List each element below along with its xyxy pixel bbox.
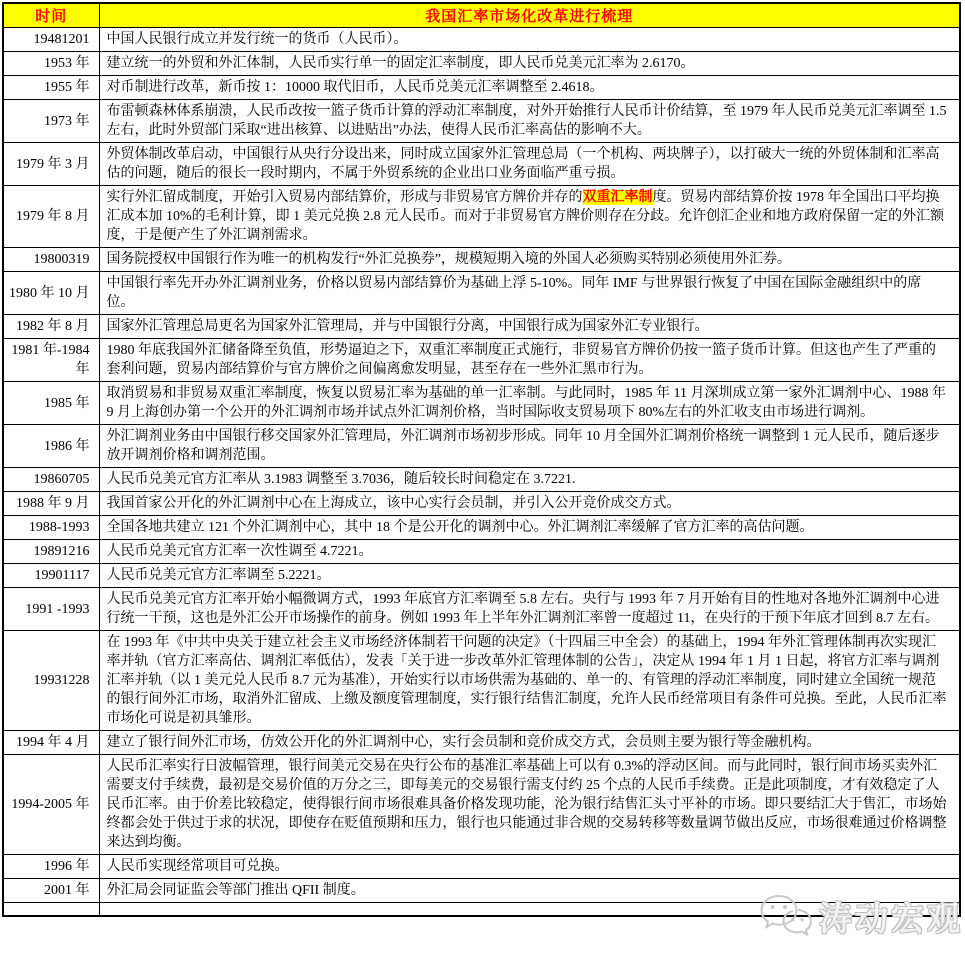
row-time: 1982 年 8 月	[3, 315, 99, 339]
content-text: 在 1993 年《中共中央关于建立社会主义市场经济体制若干问题的决定》（十四届三中全会）的基础上，1994 年外汇管理体制再次实现汇率并轨（官方汇率高估、调剂汇率低估），发表「关于进一步改革外汇管理体制的公告」，决定从 1994 年 1 月 1 日起，将官方汇率与调剂汇率并轨（以 1 美元兑人民币 8.7 元为基准），开始实行以市场供需为基础的、单一的、有管理的浮动汇率制度，同时建立全国统一规范的银行间外汇市场，取消外汇留成、上缴及额度管理制度，实行银行结售汇制度，允许人民币经常项目有条件可兑换。至此，人民币汇率市场化可说是初具雏形。	[106, 635, 947, 726]
row-time: 1979 年 8 月	[3, 186, 99, 248]
row-content	[99, 272, 960, 315]
row-content	[99, 143, 960, 186]
content-text: 1980 年底我国外汇储备降至负值，形势逼迫之下，双重汇率制度正式施行，非贸易官方牌价仍按一篮子货币计算。但这也产生了严重的套利问题，贸易内部结算价与官方牌价之间偏离愈发明显，甚至存在一些外汇黑市行为。	[106, 343, 936, 377]
row-content	[99, 468, 960, 492]
table-row	[3, 272, 960, 315]
row-time: 1981 年-1984 年	[3, 339, 99, 382]
row-content	[99, 425, 960, 468]
content-text: 实行外汇留成制度，开始引入贸易内部结算价，形成与非贸易官方牌价并存的	[106, 190, 583, 205]
row-content	[99, 540, 960, 564]
table-title: 我国汇率市场化改革进行梳理	[99, 3, 960, 28]
table-row	[3, 186, 960, 248]
row-time: 1994-2005 年	[3, 755, 99, 855]
row-time: 1991 -1993	[3, 588, 99, 631]
table-row	[3, 315, 960, 339]
row-time: 2001 年	[3, 879, 99, 903]
table-row	[3, 425, 960, 468]
content-text: 人民币兑美元官方汇率一次性调至 4.7221。	[106, 544, 373, 559]
table-row	[3, 516, 960, 540]
table-row	[3, 52, 960, 76]
row-time: 1953 年	[3, 52, 99, 76]
content-text: 外贸体制改革启动，中国银行从央行分设出来，同时成立国家外汇管理总局（一个机构、两块牌子），以打破大一统的外贸体制和汇率高估的问题，随后的很长一段时期内，不属于外贸系统的企业出口业务面临严重亏损。	[106, 147, 940, 181]
table-row	[3, 540, 960, 564]
table-row	[3, 28, 960, 52]
row-content	[99, 564, 960, 588]
highlighted-term: 双重汇率制	[582, 190, 653, 205]
exchange-rate-reform-page	[0, 2, 965, 938]
row-content	[99, 382, 960, 425]
content-text: 建立了银行间外汇市场，仿效公开化的外汇调剂中心，实行会员制和竞价成交方式，会员则主要为银行等金融机构。	[106, 735, 821, 750]
table-row	[3, 339, 960, 382]
table-row	[3, 588, 960, 631]
content-text: 人民币汇率实行日波幅管理，银行间美元交易在央行公布的基准汇率基础上可以有 0.3%的浮动区间。而与此同时，银行间市场买卖外汇需要支付手续费，最初是交易价值的万分之三，即每美元的交易银行需支付约 25 个点的人民币手续费。正是此项制度，才有效稳定了人民币汇率。由于价差比较稳定，使得银行间市场很难具备价格发现功能，沦为银行结售汇头寸平补的市场。即只要结汇大于售汇，市场始终都会处于供过于求的状况，即使存在贬值预期和压力，银行也只能通过非合规的交易转移等数量调节做出反应，市场很难通过价格调整来达到均衡。	[106, 759, 947, 850]
row-content	[99, 339, 960, 382]
row-content	[99, 100, 960, 143]
row-content	[99, 315, 960, 339]
content-text: 人民币兑美元官方汇率从 3.1983 调整至 3.7036，随后较长时间稳定在 3.7221.	[106, 472, 576, 487]
table-row	[3, 903, 960, 917]
row-content	[99, 755, 960, 855]
row-content	[99, 186, 960, 248]
row-time: 1988 年 9 月	[3, 492, 99, 516]
table-row	[3, 492, 960, 516]
table-row	[3, 731, 960, 755]
row-time: 1996 年	[3, 855, 99, 879]
row-time: 1994 年 4 月	[3, 731, 99, 755]
content-text: 全国各地共建立 121 个外汇调剂中心，其中 18 个是公开化的调剂中心。外汇调剂汇率缓解了官方汇率的高估问题。	[106, 520, 814, 535]
row-time: 1988-1993	[3, 516, 99, 540]
table-row	[3, 631, 960, 731]
reform-timeline-table	[2, 2, 961, 917]
row-content	[99, 879, 960, 903]
row-time: 1955 年	[3, 76, 99, 100]
row-time: 1973 年	[3, 100, 99, 143]
row-content	[99, 516, 960, 540]
content-text: 度。贸易内部结算价按 1978 年全国出口平均换汇成本加 10%的毛利计算，即 1 美元兑换 2.8 元人民币。而对于非贸易官方牌价则存在分歧。允许创汇企业和地方政府保留一定的外汇额度，于是便产生了外汇调剂需求。	[106, 190, 945, 243]
row-time: 19800319	[3, 248, 99, 272]
row-content	[99, 492, 960, 516]
row-time: 1985 年	[3, 382, 99, 425]
content-text: 人民币兑美元官方汇率开始小幅微调方式，1993 年底官方汇率调至 5.8 左右。央行与 1993 年 7 月开始有目的性地对各地外汇调剂中心进行统一干预，这也是外汇公开市场操作的前身。例如 1993 年上半年外汇调剂汇率曾一度超过 11，在央行的干预下年底才回到 8.7 左右。	[106, 592, 940, 626]
table-row	[3, 76, 960, 100]
row-time: 19860705	[3, 468, 99, 492]
content-text: 中国银行率先开办外汇调剂业务，价格以贸易内部结算价为基础上浮 5-10%。同年 IMF 与世界银行恢复了中国在国际金融组织中的席位。	[106, 276, 922, 310]
row-content	[99, 28, 960, 52]
watermark-text: 涛动宏观	[819, 901, 963, 938]
table-row	[3, 564, 960, 588]
table-row	[3, 100, 960, 143]
row-time: 1986 年	[3, 425, 99, 468]
row-content	[99, 903, 960, 917]
table-body	[3, 28, 960, 917]
content-text: 人民币实现经常项目可兑换。	[106, 859, 289, 874]
table-row	[3, 248, 960, 272]
row-content	[99, 52, 960, 76]
table-row	[3, 143, 960, 186]
row-content	[99, 76, 960, 100]
content-text: 对币制进行改革，新币按 1：10000 取代旧币，人民币兑美元汇率调整至 2.4618。	[106, 80, 604, 95]
time-column-header: 时间	[3, 3, 99, 28]
content-text: 国家外汇管理总局更名为国家外汇管理局，并与中国银行分离，中国银行成为国家外汇专业银行。	[106, 319, 709, 334]
content-text: 建立统一的外贸和外汇体制，人民币实行单一的固定汇率制度，即人民币兑美元汇率为 2.6170。	[106, 56, 695, 71]
content-text: 外汇调剂业务由中国银行移交国家外汇管理局，外汇调剂市场初步形成。同年 10 月全国外汇调剂价格统一调整到 1 元人民币，随后逐步放开调剂价格和调剂范围。	[106, 429, 940, 463]
table-row	[3, 755, 960, 855]
content-text: 我国首家公开化的外汇调剂中心在上海成立，该中心实行会员制，并引入公开竞价成交方式。	[106, 496, 681, 511]
row-time: 1980 年 10 月	[3, 272, 99, 315]
table-row	[3, 468, 960, 492]
row-content	[99, 731, 960, 755]
row-time: 19891216	[3, 540, 99, 564]
content-text: 中国人民银行成立并发行统一的货币（人民币）。	[106, 32, 408, 47]
content-text: 人民币兑美元官方汇率调至 5.2221。	[106, 568, 331, 583]
content-text: 国务院授权中国银行作为唯一的机构发行“外汇兑换券”，规模短期入境的外国人必须购买特别必须使用外汇券。	[106, 252, 791, 267]
row-time: 1979 年 3 月	[3, 143, 99, 186]
content-text: 外汇局会同证监会等部门推出 QFII 制度。	[106, 883, 365, 898]
row-content	[99, 855, 960, 879]
row-content	[99, 588, 960, 631]
header-row	[3, 3, 960, 28]
table-header	[3, 3, 960, 28]
row-time: 19481201	[3, 28, 99, 52]
table-row	[3, 879, 960, 903]
table-row	[3, 382, 960, 425]
content-text: 取消贸易和非贸易双重汇率制度，恢复以贸易汇率为基础的单一汇率制。与此同时，1985 年 11 月深圳成立第一家外汇调剂中心、1988 年 9 月上海创办第一个公开的外汇调剂市场并试点外汇调剂价格，当时国际收支贸易项下 80%左右的外汇收支由市场进行调剂。	[106, 386, 946, 420]
row-content	[99, 248, 960, 272]
row-content	[99, 631, 960, 731]
row-time: 19931228	[3, 631, 99, 731]
table-row	[3, 855, 960, 879]
content-text: 布雷顿森林体系崩溃，人民币改按一篮子货币计算的浮动汇率制度，对外开始推行人民币计价结算，至 1979 年人民币兑美元汇率调至 1.5 左右，此时外贸部门采取“进出核算、以进贴出”办法，使得人民币汇率高估的影响不大。	[106, 104, 947, 138]
row-time: 19901117	[3, 564, 99, 588]
row-time	[3, 903, 99, 917]
